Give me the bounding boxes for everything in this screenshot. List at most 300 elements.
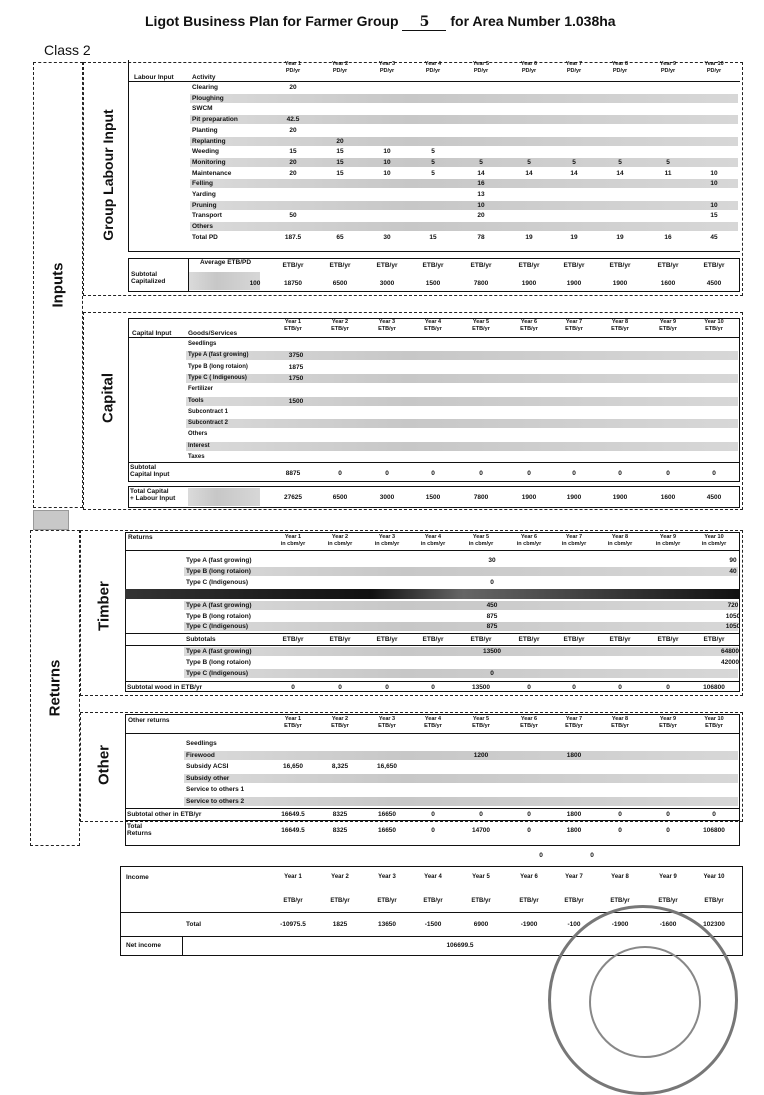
labour-row-9-year-8: 14	[616, 169, 624, 177]
labour-row-9-year-6: 14	[525, 169, 533, 177]
income-etb-header-9: ETB/yr	[658, 898, 678, 904]
labour-row-8-year-5: 5	[479, 158, 483, 166]
capital-year-header-2: Year 2 ETB/yr	[331, 319, 349, 332]
other-year-header-6: Year 6 ETB/yr	[520, 716, 538, 729]
other-header-divider	[125, 733, 740, 734]
total-returns-divider	[125, 820, 740, 821]
capital-total-year-9: 1600	[660, 494, 676, 501]
capital-row-shading	[186, 397, 738, 406]
income-etb-header-1: ETB/yr	[283, 898, 303, 904]
capital-row-10: Interest	[188, 442, 210, 449]
farmer-group-number: 5	[402, 14, 446, 31]
labour-row-shading	[190, 222, 738, 231]
income-total-year-5: 6900	[473, 921, 489, 928]
capital-subtotal-label: Subtotal Capital Input	[130, 464, 170, 478]
capital-total-shading	[188, 488, 260, 506]
capital-row-9: Others	[188, 431, 208, 438]
timber-value-row-1-year-5: 13500	[482, 648, 502, 655]
total-returns-label: Total Returns	[127, 823, 152, 837]
income-total-year-4: -1500	[424, 921, 442, 928]
income-year-header-5: Year 5	[472, 874, 490, 880]
labour-subtotal-year-10: 4500	[706, 280, 722, 287]
labour-row-shading	[190, 179, 738, 188]
timber-etb-header-2: ETB/yr	[329, 636, 351, 643]
total-returns-year-6: 0	[527, 827, 531, 834]
labour-row-shading	[190, 201, 738, 210]
income-label: Income	[126, 874, 149, 881]
timber-value-row-2: Type B (long rotaion)	[186, 659, 251, 666]
labour-subtotal-year-4: 1500	[425, 280, 441, 287]
capital-row-shading	[186, 374, 738, 383]
timber-etb-header-3: ETB/yr	[376, 636, 398, 643]
timber-etb-header-5: ETB/yr	[470, 636, 492, 643]
timber-subtotal-year-1: 0	[291, 684, 295, 691]
activity-row-14: Others	[192, 223, 213, 231]
activity-row-12: Pruning	[192, 201, 217, 209]
other-subtotal-year-9: 0	[666, 811, 670, 818]
capital-year-header-6: Year 6 ETB/yr	[520, 319, 538, 332]
capital-year-header-9: Year 9 ETB/yr	[659, 319, 677, 332]
income-etb-header-8: ETB/yr	[610, 898, 630, 904]
capital-subtotal-year-10: 0	[712, 470, 716, 477]
labour-row-15-year-3: 30	[383, 233, 391, 241]
income-etb-header-6: ETB/yr	[519, 898, 539, 904]
labour-row-15-year-7: 19	[570, 233, 578, 241]
income-total-year-1: -10975.5	[280, 921, 306, 928]
labour-etb-header-5: ETB/yr	[470, 262, 492, 269]
other-year-header-2: Year 2 ETB/yr	[331, 716, 349, 729]
capital-row-2-year-1: 3750	[288, 352, 304, 360]
other-subtotal-year-1: 16649.5	[281, 811, 305, 818]
capital-total-year-10: 4500	[706, 494, 722, 501]
timber-price-row-2: Type B (long rotaion)	[186, 612, 251, 620]
income-etb-header-5: ETB/yr	[471, 898, 491, 904]
timber-price-row-2-year-10: 1050	[725, 612, 741, 620]
other-subtotal-year-5: 0	[479, 811, 483, 818]
total-returns-year-1: 16649.5	[281, 827, 305, 834]
labour-row-10-year-10: 10	[710, 180, 718, 188]
timber-year-header-7: Year 7 in cbm/yr	[561, 534, 587, 547]
total-returns-year-9: 0	[666, 827, 670, 834]
timber-row-shading	[184, 647, 738, 656]
timber-price-row-2-year-5: 875	[486, 612, 498, 620]
capital-total-year-4: 1500	[425, 494, 441, 501]
timber-price-row-1-year-10: 720	[727, 602, 739, 609]
timber-etb-header-7: ETB/yr	[563, 636, 585, 643]
capital-year-header-10: Year 10 ETB/yr	[704, 319, 724, 332]
capital-subtotal-year-6: 0	[527, 470, 531, 477]
income-year-header-9: Year 9	[659, 874, 677, 880]
activity-row-2: Ploughing	[192, 94, 224, 102]
labour-etb-header-1: ETB/yr	[282, 262, 304, 269]
labour-row-shading	[190, 158, 738, 167]
income-total-year-7: -100	[567, 921, 581, 928]
labour-row-9-year-9: 11	[664, 169, 672, 177]
labour-subtotal-year-7: 1900	[566, 280, 582, 287]
labour-etb-header-10: ETB/yr	[703, 262, 725, 269]
income-year-header-7: Year 7	[565, 874, 583, 880]
capital-subtotal-year-7: 0	[572, 470, 576, 477]
labour-row-8-year-6: 5	[527, 158, 531, 166]
capital-label: Capital	[99, 372, 117, 424]
timber-volume-row-2-year-10: 40	[729, 568, 737, 575]
timber-value-row-3-year-5: 0	[490, 670, 494, 677]
timber-etb-header-6: ETB/yr	[518, 636, 540, 643]
labour-subtotal-year-5: 7800	[473, 280, 489, 287]
timber-header-divider	[125, 550, 740, 551]
other-row-shading	[184, 751, 738, 760]
other-label: Other	[95, 744, 113, 786]
labour-row-6-year-2: 20	[336, 137, 344, 145]
timber-value-row-1-year-10: 64800	[720, 648, 740, 655]
labour-row-8-year-9: 5	[666, 158, 670, 166]
labour-row-shading	[190, 94, 738, 103]
labour-row-13-year-10: 15	[710, 212, 718, 220]
timber-subtotals-divider-2	[125, 645, 740, 646]
income-total-label: Total	[186, 921, 202, 928]
labour-row-15-year-5: 78	[477, 233, 485, 241]
timber-subtotal-year-8: 0	[618, 684, 622, 691]
timber-volume-row-1: Type A (fast growing)	[186, 557, 252, 564]
average-etb-pd-label: Average ETB/PD	[200, 259, 252, 266]
income-etb-header-4: ETB/yr	[423, 898, 443, 904]
capital-subtotal-year-5: 0	[479, 470, 483, 477]
labour-row-15-year-2: 65	[336, 233, 344, 241]
labour-row-7-year-1: 15	[289, 148, 297, 156]
labour-row-8-year-3: 10	[383, 158, 391, 166]
income-year-header-3: Year 3	[378, 874, 396, 880]
capital-year-header-4: Year 4 ETB/yr	[424, 319, 442, 332]
capital-year-header-7: Year 7 ETB/yr	[565, 319, 583, 332]
labour-row-15-year-10: 45	[710, 233, 718, 241]
labour-row-9-year-3: 10	[383, 169, 391, 177]
other-row-2-year-7: 1800	[566, 751, 582, 759]
timber-volume-row-1-year-5: 30	[488, 557, 496, 564]
other-row-5: Service to others 1	[186, 786, 245, 793]
labour-row-15-year-1: 187.5	[284, 233, 302, 241]
activity-row-3: SWCM	[192, 105, 213, 113]
goods-services-header: Goods/Services	[188, 330, 238, 337]
labour-row-12-year-5: 10	[477, 201, 485, 209]
labour-row-7-year-4: 5	[431, 148, 435, 156]
labour-subtotal-label: Subtotal Capitalized	[131, 271, 166, 285]
income-total-year-8: -1900	[611, 921, 629, 928]
other-row-shading	[184, 774, 738, 783]
labour-row-8-year-1: 20	[289, 158, 297, 166]
capital-total-year-5: 7800	[473, 494, 489, 501]
capital-total-label: Total Capital + Labour Input	[130, 488, 176, 502]
labour-subtotal-year-1: 18750	[283, 280, 303, 287]
labour-year-header-1: Year 1 PD/yr	[284, 61, 302, 74]
below-value-2: 0	[590, 852, 594, 859]
timber-year-header-5: Year 5 in cbm/yr	[468, 534, 494, 547]
labour-year-header-7: Year 7 PD/yr	[565, 61, 583, 74]
capital-row-4-year-1: 1750	[288, 374, 304, 382]
other-subtotal-year-4: 0	[431, 811, 435, 818]
capital-total-year-6: 1900	[521, 494, 537, 501]
inputs-label: Inputs	[49, 262, 67, 308]
labour-row-9-year-2: 15	[336, 169, 344, 177]
timber-volume-row-3-year-5: 0	[490, 579, 494, 586]
other-row-shading	[184, 797, 738, 806]
timber-subtotal-year-9: 0	[666, 684, 670, 691]
capital-row-shading	[186, 351, 738, 360]
capital-subtotal-year-8: 0	[618, 470, 622, 477]
capital-row-2: Type A (fast growing)	[188, 352, 249, 359]
capital-total-year-1: 27625	[283, 494, 303, 501]
labour-row-shading	[190, 115, 738, 124]
labour-row-13-year-1: 50	[289, 212, 297, 220]
capital-row-8: Subcontract 2	[188, 420, 229, 427]
timber-subtotal-year-5: 13500	[471, 684, 491, 691]
timber-price-row-3-year-5: 875	[486, 623, 498, 630]
labour-etb-header-8: ETB/yr	[609, 262, 631, 269]
capital-total-year-8: 1900	[612, 494, 628, 501]
total-returns-year-3: 16650	[377, 827, 397, 834]
net-income-col-divider	[182, 936, 183, 956]
other-row-1: Seedlings	[186, 740, 217, 747]
title-prefix: Ligot Business Plan for Farmer Group	[145, 13, 399, 29]
timber-row-shading	[184, 567, 738, 576]
labour-row-10-year-5: 16	[477, 180, 485, 188]
timber-volume-row-1-year-10: 90	[729, 557, 737, 564]
other-year-header-1: Year 1 ETB/yr	[284, 716, 302, 729]
net-income-value: 106699.5	[446, 942, 474, 949]
timber-value-row-3: Type C (Indigenous)	[186, 670, 248, 677]
capital-input-header: Capital Input	[132, 330, 172, 337]
income-total-year-9: -1600	[659, 921, 677, 928]
returns-label: Returns	[46, 659, 64, 717]
capital-row-3: Type B (long rotaion)	[188, 363, 248, 370]
other-year-header-7: Year 7 ETB/yr	[565, 716, 583, 729]
returns-header: Returns	[128, 534, 153, 541]
timber-dark-band	[125, 589, 740, 599]
labour-etb-header-3: ETB/yr	[376, 262, 398, 269]
other-row-4: Subsidy other	[186, 774, 230, 782]
capital-year-header-8: Year 8 ETB/yr	[611, 319, 629, 332]
labour-row-9-year-10: 10	[710, 169, 718, 177]
total-returns-year-10: 106800	[703, 827, 725, 834]
capital-subtotal-year-2: 0	[338, 470, 342, 477]
labour-year-header-6: Year 6 PD/yr	[520, 61, 538, 74]
capital-row-shading	[186, 419, 738, 428]
timber-volume-row-2: Type B (long rotaion)	[186, 568, 251, 575]
other-subtotal-year-2: 8325	[332, 811, 348, 818]
labour-row-9-year-5: 14	[477, 169, 485, 177]
labour-year-header-4: Year 4 PD/yr	[424, 61, 442, 74]
activity-row-4: Pit preparation	[192, 116, 238, 124]
average-etb-pd-value: 100	[249, 280, 261, 287]
income-etb-header-3: ETB/yr	[377, 898, 397, 904]
capital-header-divider	[128, 337, 740, 338]
other-year-header-8: Year 8 ETB/yr	[611, 716, 629, 729]
labour-etb-header-9: ETB/yr	[657, 262, 679, 269]
labour-etb-header-2: ETB/yr	[329, 262, 351, 269]
total-returns-year-4: 0	[431, 827, 435, 834]
activity-row-8: Monitoring	[192, 158, 226, 166]
labour-header-divider	[128, 81, 740, 82]
timber-subtotal-label: Subtotal wood in ETB/yr	[127, 684, 203, 691]
labour-row-15-year-8: 19	[616, 233, 624, 241]
capital-row-1: Seedlings	[188, 341, 217, 347]
labour-row-12-year-10: 10	[710, 201, 718, 209]
other-subtotal-divider	[125, 808, 740, 809]
net-income-label: Net income	[126, 942, 162, 949]
timber-etb-header-1: ETB/yr	[282, 636, 304, 643]
capital-subtotal-year-1: 8875	[285, 470, 301, 477]
timber-subtotal-year-3: 0	[385, 684, 389, 691]
below-value-1: 0	[539, 852, 543, 859]
labour-row-9-year-1: 20	[289, 169, 297, 177]
other-year-header-5: Year 5 ETB/yr	[472, 716, 490, 729]
labour-row-5-year-1: 20	[289, 126, 297, 134]
official-stamp	[548, 905, 738, 1095]
inputs-gray-marker	[33, 510, 69, 530]
timber-label: Timber	[95, 581, 113, 631]
labour-row-4-year-1: 42.5	[286, 116, 300, 124]
capital-year-header-5: Year 5 ETB/yr	[472, 319, 490, 332]
capital-year-header-1: Year 1 ETB/yr	[284, 319, 302, 332]
activity-row-5: Planting	[192, 126, 218, 134]
labour-subtotal-year-8: 1900	[612, 280, 628, 287]
labour-year-header-8: Year 8 PD/yr	[611, 61, 629, 74]
labour-subtotal-year-6: 1900	[521, 280, 537, 287]
other-subtotal-label: Subtotal other in ETB/yr	[127, 811, 202, 818]
page-title	[145, 13, 616, 31]
labour-year-header-10: Year 10 PD/yr	[704, 61, 724, 74]
labour-subtotal-year-2: 6500	[332, 280, 348, 287]
timber-row-shading	[184, 601, 738, 610]
other-year-header-10: Year 10 ETB/yr	[704, 716, 724, 729]
other-subtotal-year-3: 16650	[377, 811, 397, 818]
timber-row-shading	[184, 622, 741, 631]
activity-row-1: Clearing	[192, 84, 219, 91]
total-returns-year-8: 0	[618, 827, 622, 834]
activity-row-15: Total PD	[192, 233, 218, 241]
income-total-year-3: 13650	[377, 921, 397, 928]
other-row-3-year-1: 16,650	[283, 763, 303, 770]
capital-row-shading	[186, 442, 738, 451]
income-total-year-6: -1900	[520, 921, 538, 928]
timber-year-header-10: Year 10 in cbm/yr	[701, 534, 727, 547]
capital-row-7: Subcontract 1	[188, 408, 229, 415]
other-row-2-year-5: 1200	[473, 751, 489, 759]
other-year-header-9: Year 9 ETB/yr	[659, 716, 677, 729]
labour-input-header: Labour Input	[134, 74, 174, 81]
timber-price-row-1: Type A (fast growing)	[186, 602, 252, 609]
timber-subtotal-year-7: 0	[572, 684, 576, 691]
capital-row-11: Taxes	[188, 454, 205, 460]
other-row-3: Subsidy ACSI	[186, 763, 229, 770]
labour-row-8-year-8: 5	[618, 158, 622, 166]
labour-row-9-year-7: 14	[570, 169, 578, 177]
income-year-header-8: Year 8	[611, 874, 629, 880]
timber-year-header-4: Year 4 in cbm/yr	[420, 534, 446, 547]
activity-row-6: Replanting	[192, 137, 226, 145]
labour-row-8-year-7: 5	[572, 158, 576, 166]
timber-row-shading	[184, 669, 738, 678]
other-subtotal-year-6: 0	[527, 811, 531, 818]
labour-subtotal-year-9: 1600	[660, 280, 676, 287]
capital-total-year-2: 6500	[332, 494, 348, 501]
income-year-header-10: Year 10	[703, 874, 725, 880]
capital-subtotal-year-4: 0	[431, 470, 435, 477]
timber-year-header-6: Year 6 in cbm/yr	[516, 534, 542, 547]
capital-year-header-3: Year 3 ETB/yr	[378, 319, 396, 332]
labour-row-13-year-5: 20	[477, 212, 485, 220]
income-etb-header-2: ETB/yr	[330, 898, 350, 904]
total-returns-year-7: 1800	[566, 827, 582, 834]
other-year-header-3: Year 3 ETB/yr	[378, 716, 396, 729]
labour-row-7-year-2: 15	[336, 148, 344, 156]
labour-row-15-year-9: 16	[664, 233, 672, 241]
total-returns-year-2: 8325	[332, 827, 348, 834]
timber-subtotal-year-6: 0	[527, 684, 531, 691]
timber-subtotals-label: Subtotals	[186, 636, 216, 643]
income-year-header-4: Year 4	[424, 874, 442, 880]
timber-etb-header-4: ETB/yr	[422, 636, 444, 643]
other-row-3-year-3: 16,650	[377, 763, 397, 770]
timber-subtotal-divider	[125, 681, 740, 682]
capital-subtotal-year-9: 0	[666, 470, 670, 477]
labour-year-header-3: Year 3 PD/yr	[378, 61, 396, 74]
other-year-header-4: Year 4 ETB/yr	[424, 716, 442, 729]
timber-volume-row-3: Type C (Indigenous)	[186, 579, 248, 586]
labour-row-shading	[190, 137, 738, 146]
title-suffix: for Area Number 1.038ha	[450, 13, 616, 29]
labour-year-header-2: Year 2 PD/yr	[331, 61, 349, 74]
activity-row-10: Felling	[192, 180, 213, 188]
total-returns-year-5: 14700	[471, 827, 491, 834]
timber-price-row-3-year-10: 1050	[725, 623, 741, 630]
income-year-header-2: Year 2	[331, 874, 349, 880]
labour-year-header-9: Year 9 PD/yr	[659, 61, 677, 74]
income-year-header-6: Year 6	[520, 874, 538, 880]
timber-subtotal-year-4: 0	[431, 684, 435, 691]
other-subtotal-year-8: 0	[618, 811, 622, 818]
other-row-3-year-2: 8,325	[331, 763, 349, 770]
capital-row-5: Fertilizer	[188, 386, 214, 393]
other-returns-header: Other returns	[128, 717, 170, 724]
capital-row-6: Tools	[188, 397, 204, 404]
timber-value-row-2-year-10: 42000	[720, 659, 740, 666]
labour-row-9-year-4: 5	[431, 169, 435, 177]
avg-divider	[188, 258, 189, 292]
activity-row-7: Weeding	[192, 148, 219, 156]
class-label: Class 2	[44, 42, 91, 58]
other-subtotal-year-10: 0	[712, 811, 716, 818]
labour-row-11-year-5: 13	[477, 191, 485, 198]
income-total-year-10: 102300	[703, 921, 725, 928]
other-row-6: Service to others 2	[186, 797, 245, 805]
labour-etb-header-7: ETB/yr	[563, 262, 585, 269]
timber-value-row-1: Type A (fast growing)	[186, 648, 252, 655]
income-total-year-2: 1825	[332, 921, 348, 928]
labour-etb-header-6: ETB/yr	[518, 262, 540, 269]
timber-year-header-9: Year 9 in cbm/yr	[655, 534, 681, 547]
income-etb-header-7: ETB/yr	[564, 898, 584, 904]
capital-row-4: Type C ( Indigenous)	[188, 374, 247, 381]
labour-row-15-year-4: 15	[429, 233, 437, 241]
labour-row-1-year-1: 20	[289, 84, 297, 91]
timber-year-header-1: Year 1 in cbm/yr	[280, 534, 306, 547]
timber-subtotals-divider	[125, 633, 740, 634]
timber-year-header-8: Year 8 in cbm/yr	[607, 534, 633, 547]
timber-year-header-3: Year 3 in cbm/yr	[374, 534, 400, 547]
income-year-header-1: Year 1	[284, 874, 302, 880]
capital-row-6-year-1: 1500	[288, 397, 304, 405]
labour-row-8-year-4: 5	[431, 158, 435, 166]
